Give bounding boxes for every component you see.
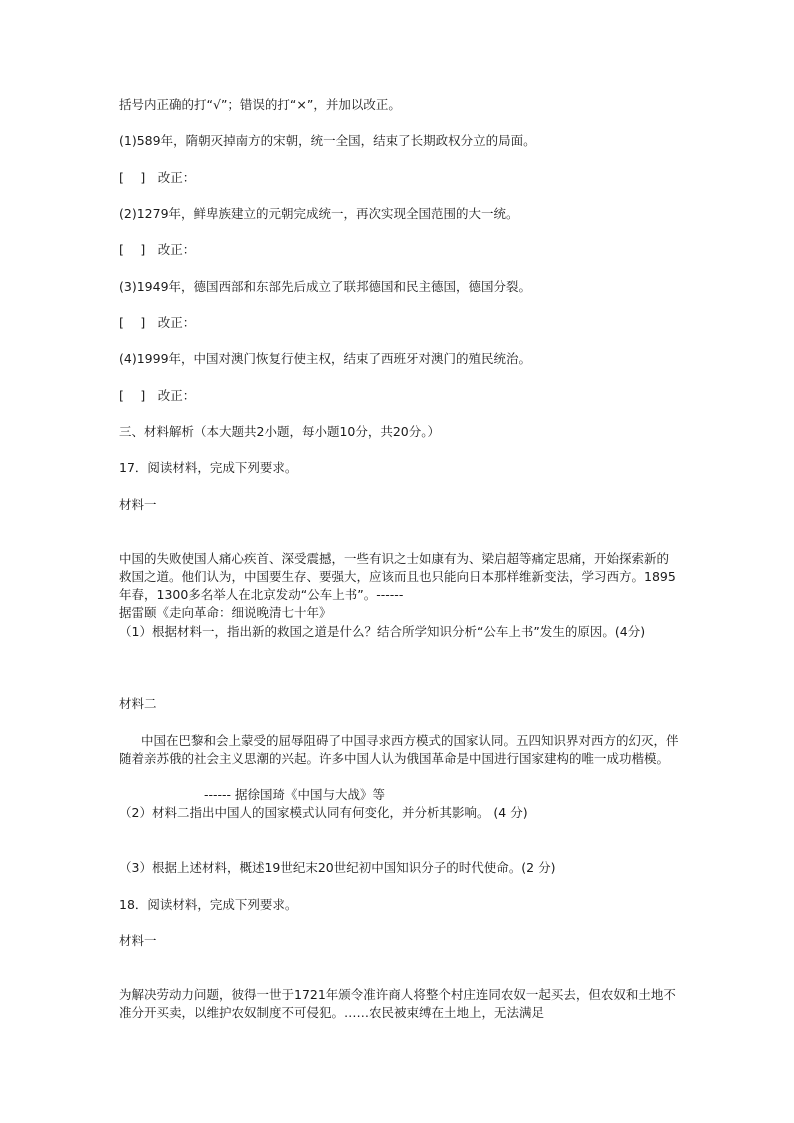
question-18-material-1-label: 材料一 [119,933,157,948]
question-17-1: （1）根据材料一，指出新的救国之道是什么？结合所学知识分析“公车上书”发生的原因。(4分) [119,624,646,639]
material-2-source: ------ 据徐国琦《中国与大战》等 [204,787,386,802]
question-18-heading: 18．阅读材料，完成下列要求。 [119,897,298,912]
question-17-3: （3）根据上述材料，概述19世纪末20世纪初中国知识分子的时代使命。(2 分) [119,860,556,875]
material-2-text: 中国在巴黎和会上蒙受的屈辱阻碍了中国寻求西方模式的国家认同。五四知识界对西方的幻灭，伴随着亲苏俄的社会主义思潮的兴起。许多中国人认为俄国革命是中国进行国家建构的唯一成功楷模。 [119,733,679,766]
item-3: (3)1949年，德国西部和东部先后成立了联邦德国和民主德国，德国分裂。 [119,279,532,294]
correction-blank-2: [ ] 改正： [119,242,196,257]
material-1-text: 中国的失败使国人痛心疾首、深受震撼，一些有识之士如康有为、梁启超等痛定思痛，开始探索新的救国之道。他们认为，中国要生存、要强大，应该而且也只能向日本那样维新变法，学习西方。1895年春，1300多名举人在北京发动“公车上书”。------ [119,551,676,602]
item-4: (4)1999年，中国对澳门恢复行使主权，结束了西班牙对澳门的殖民统治。 [119,351,532,366]
material-2-label: 材料二 [119,696,157,711]
correction-blank-4: [ ] 改正： [119,388,196,403]
correction-blank-3: [ ] 改正： [119,315,196,330]
item-1: (1)589年，隋朝灭掉南方的宋朝，统一全国，结束了长期政权分立的局面。 [119,133,536,148]
material-1-label: 材料一 [119,497,157,512]
correction-blank-1: [ ] 改正： [119,170,196,185]
item-2: (2)1279年，鲜卑族建立的元朝完成统一，再次实现全国范围的大一统。 [119,206,519,221]
instruction-line: 括号内正确的打“√”；错误的打“×”，并加以改正。 [119,97,401,112]
question-17-2: （2）材料二指出中国人的国家模式认同有何变化，并分析其影响。 (4 分) [119,805,528,820]
section-heading: 三、材料解析（本大题共2小题，每小题10分，共20分。） [119,424,441,439]
question-18-material-1-text: 为解决劳动力问题，彼得一世于1721年颁令准许商人将整个村庄连同农奴一起买去，但农奴和土地不准分开买卖，以维护农奴制度不可侵犯。……农民被束缚在土地上，无法满足 [119,987,676,1020]
material-1-source: 据雷颐《走向革命：细说晚清七十年》 [119,605,332,620]
question-17-heading: 17．阅读材料，完成下列要求。 [119,460,298,475]
